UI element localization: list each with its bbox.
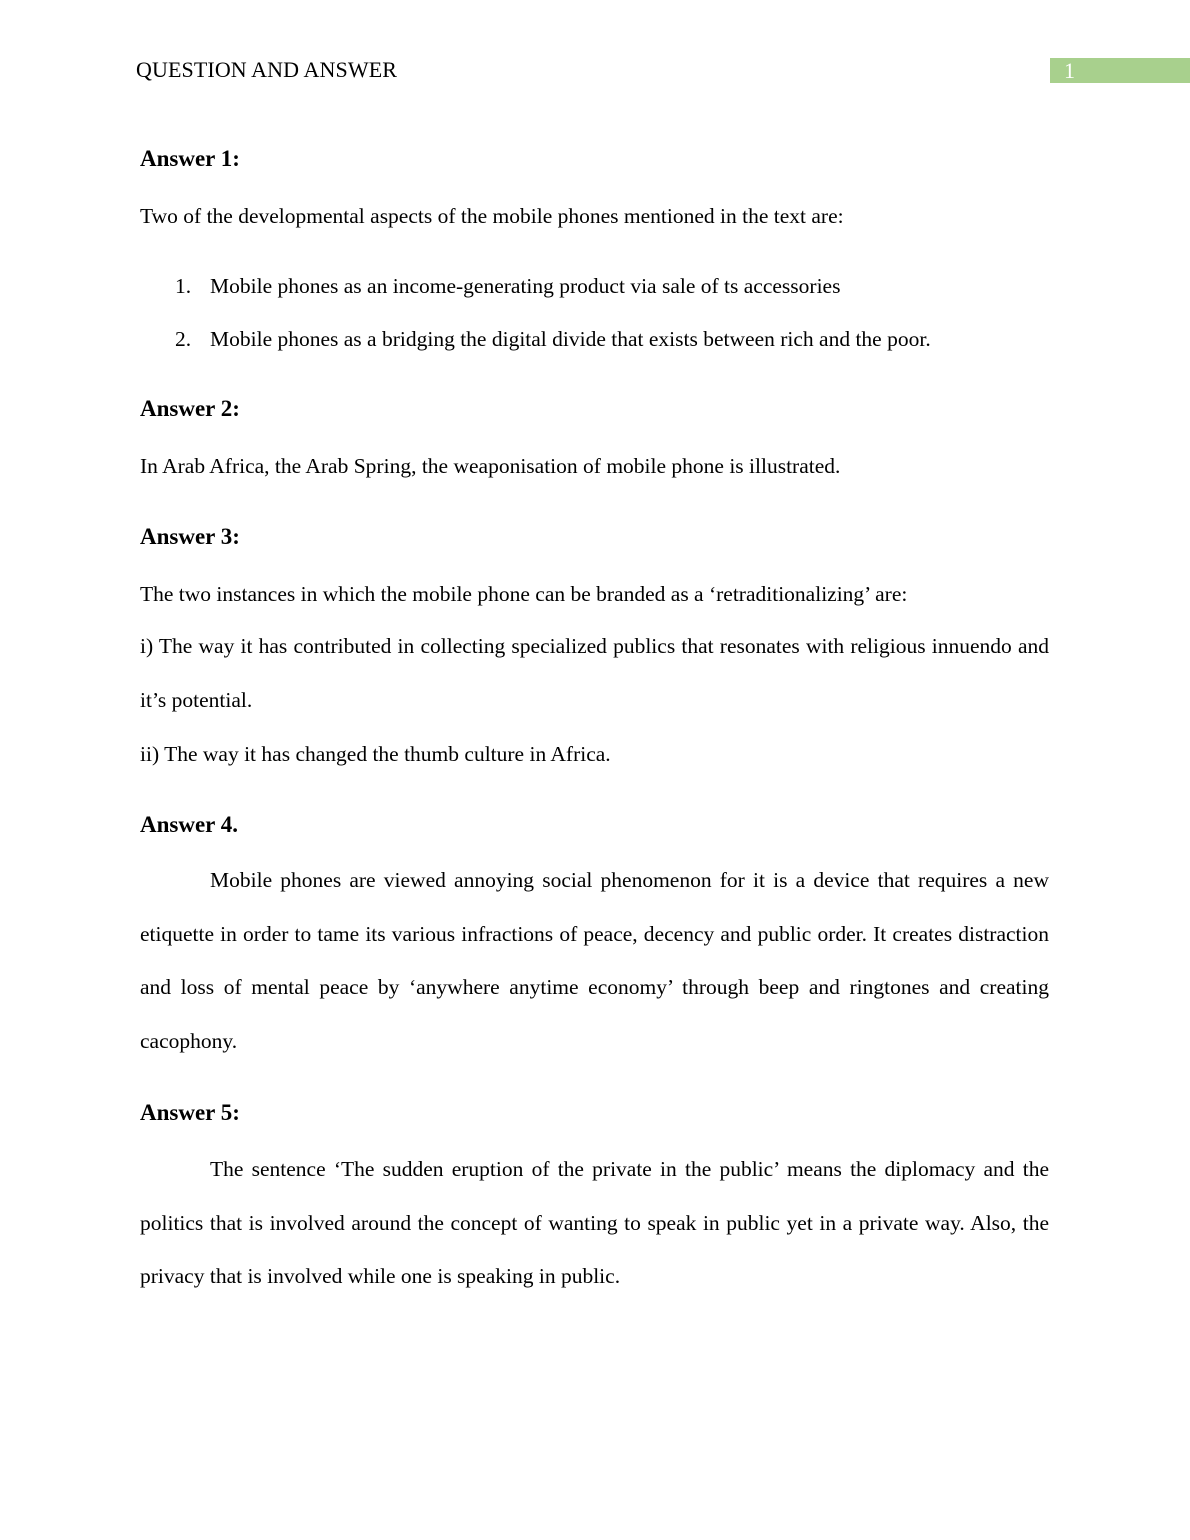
- answer-4-text: Mobile phones are viewed annoying social phenomenon for it is a device that requires a new etiquette in order to tame its various infractions of peace, decency and public order. It creates distraction and loss of mental peace by ‘anywhere anytime economy’ through beep and ringtones and creating cacophony.: [140, 868, 1049, 1054]
- header-title: QUESTION AND ANSWER: [136, 57, 398, 82]
- answer-2-heading: Answer 2:: [140, 396, 240, 421]
- answer-3-heading: Answer 3:: [140, 524, 240, 549]
- answer-3-point-1: i) The way it has contributed in collecting specialized publics that resonates with religious innuendo and it’s potential.: [140, 634, 1049, 712]
- answer-3-intro: The two instances in which the mobile phone can be branded as a ‘retraditionalizing’ are:: [140, 582, 908, 606]
- answer-5-heading: Answer 5:: [140, 1100, 240, 1125]
- answer-5-text: The sentence ‘The sudden eruption of the private in the public’ means the diplomacy and the politics that is involved around the concept of wanting to speak in public yet in a private way. Also, the privacy that is involved while one is speaking in public.: [140, 1157, 1049, 1289]
- list-item-number: 1.: [175, 274, 192, 298]
- list-item-text: Mobile phones as a bridging the digital divide that exists between rich and the poor.: [210, 327, 931, 351]
- page-number: 1: [1064, 58, 1075, 83]
- answer-4-heading: Answer 4.: [140, 812, 238, 837]
- answer-1-heading: Answer 1:: [140, 146, 240, 171]
- answer-1-intro: Two of the developmental aspects of the mobile phones mentioned in the text are:: [140, 204, 844, 228]
- list-item-number: 2.: [175, 327, 192, 351]
- answer-3-point-2: ii) The way it has changed the thumb culture in Africa.: [140, 742, 611, 766]
- page-number-box: [1050, 58, 1190, 83]
- list-item-text: Mobile phones as an income-generating product via sale of ts accessories: [210, 274, 841, 298]
- answer-2-text: In Arab Africa, the Arab Spring, the weaponisation of mobile phone is illustrated.: [140, 454, 841, 478]
